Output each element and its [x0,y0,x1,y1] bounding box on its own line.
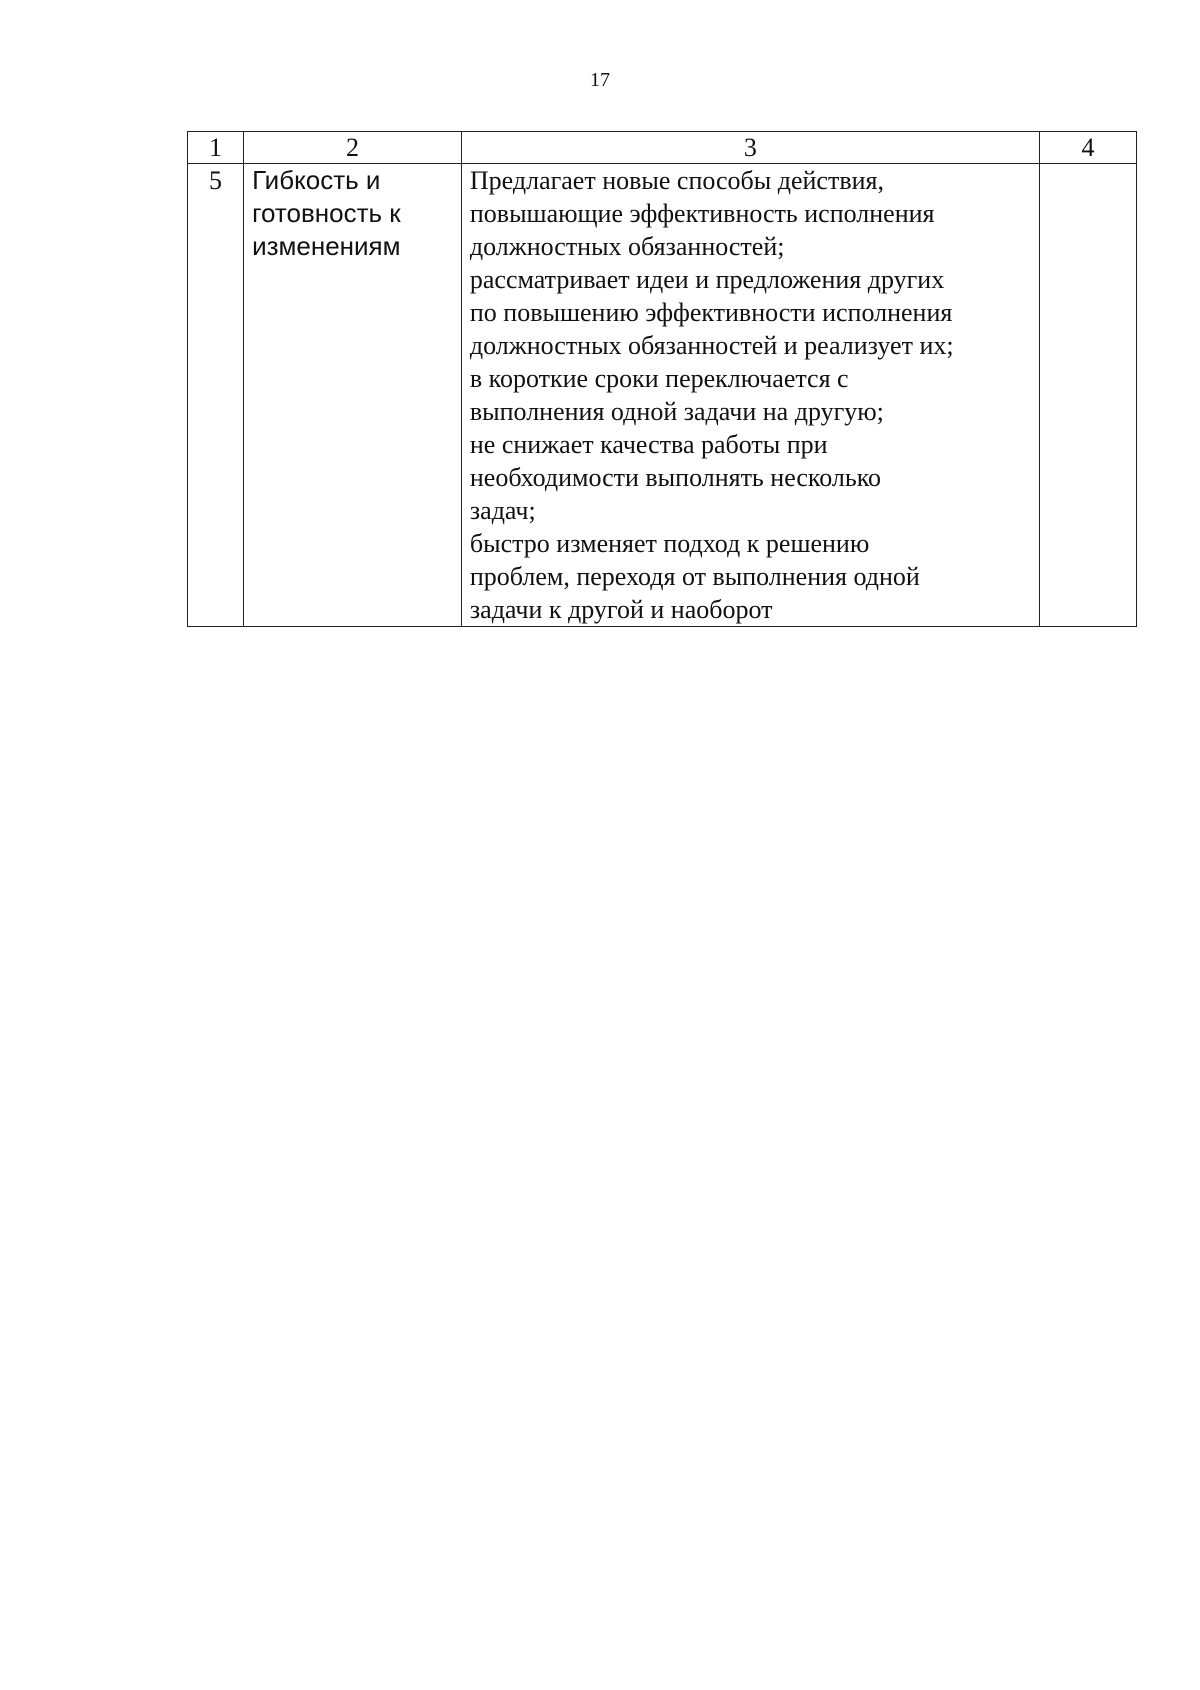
competency-table [187,131,1137,627]
description-line: должностных обязанностей; [469,232,785,261]
competency-name-line: готовность к [252,198,401,228]
row-number-cell: 5 [188,164,244,627]
description-line: в короткие сроки переключается с [469,364,849,393]
empty-cell-col4 [1039,164,1136,627]
description-line: должностных обязанностей и реализует их; [469,331,954,360]
competency-name-line: Гибкость и [252,165,381,195]
description-line: быстро изменяет подход к решению [469,529,870,558]
description-line: проблем, переходя от выполнения одной [469,562,920,591]
description-line: Предлагает новые способы действия, [469,166,884,195]
table-row [188,164,1137,627]
description-line: рассматривает идеи и предложения других [469,265,945,294]
description-line: необходимости выполнять несколько [469,463,882,492]
description-line: задачи к другой и наоборот [469,595,773,624]
description-line: по повышению эффективности исполнения [469,298,953,327]
competency-name-cell [244,164,462,627]
competency-description-cell [461,164,1039,627]
description-line: не снижает качества работы при [469,430,828,459]
competency-name-line: изменениям [252,231,401,261]
header-cell-2: 2 [244,132,462,164]
description-line: выполнения одной задачи на другую; [469,397,884,426]
table-header-row [188,132,1137,164]
description-line: повышающие эффективность исполнения [469,199,935,228]
header-cell-4: 4 [1039,132,1136,164]
header-cell-3: 3 [461,132,1039,164]
header-cell-1: 1 [188,132,244,164]
description-line: задач; [469,496,536,525]
page-number: 17 [590,69,610,91]
